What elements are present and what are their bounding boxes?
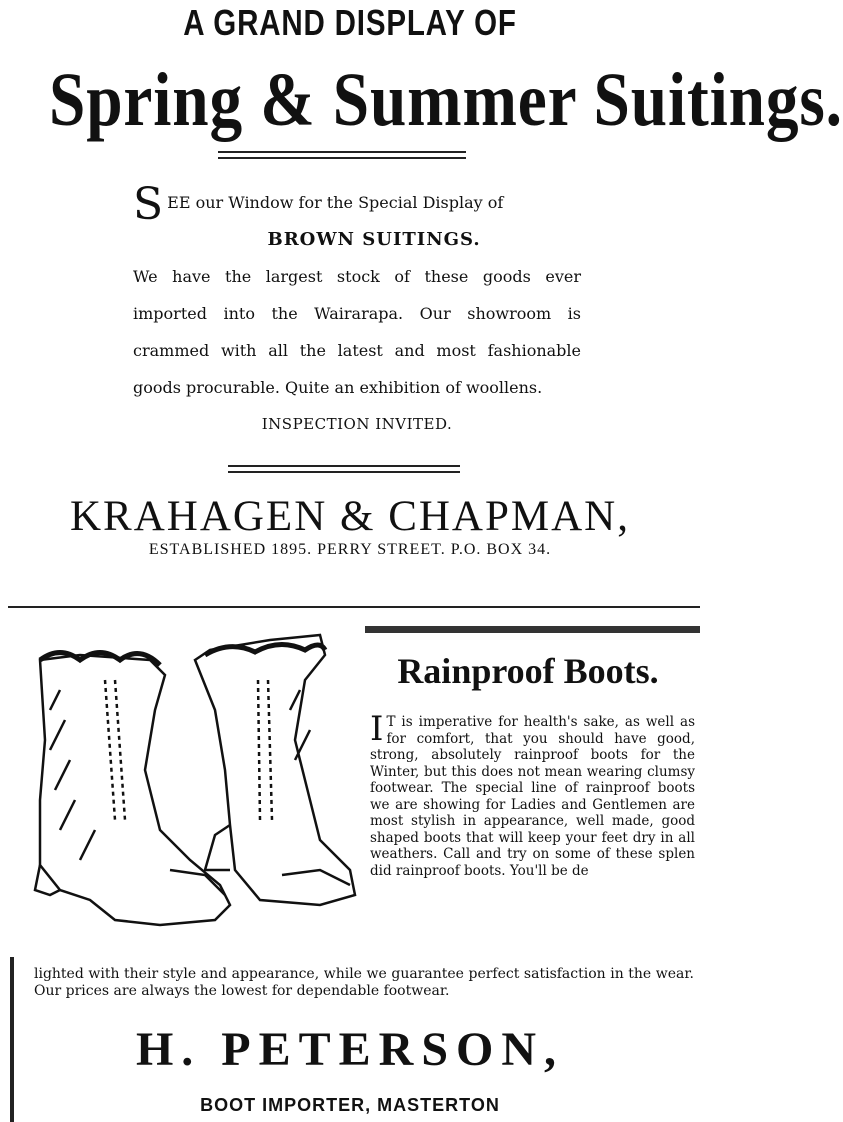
boots-body-full-width: lighted with their style and appearance, while we guarantee perfect satisfaction in the wear. Our prices are always the lowest for dependable footwear. [34, 966, 694, 999]
boots-title: Rainproof Boots. [397, 651, 659, 691]
title-bar-decoration [365, 626, 700, 633]
subhead-brown-suitings: BROWN SUITINGS. [267, 229, 481, 250]
ad-headline: Spring & Summer Suitings. [49, 58, 843, 142]
double-rule-top-b [218, 157, 466, 159]
double-rule-top-a [218, 151, 466, 153]
body-paragraph: We have the largest stock of these goods ever imported into the Wairarapa. Our showroom is crammed with all the latest and most fashionable goods procurable. Quite an exhibition of woollens. [133, 267, 581, 397]
double-rule-mid-b [228, 471, 460, 473]
ad-divider [8, 606, 700, 608]
double-rule-mid-a [228, 465, 460, 467]
ad-kicker: A GRAND DISPLAY OF [183, 2, 517, 43]
boots-illustration [20, 620, 360, 950]
boots-body-column [370, 709, 695, 879]
firm-name: KRAHAGEN & CHAPMAN, [69, 493, 630, 540]
body-intro-line: EE our Window for the Special Display of [167, 193, 504, 212]
front-boot-outline [40, 655, 230, 925]
dealer-trade: BOOT IMPORTER, MASTERTON [200, 1095, 500, 1115]
inspection-invited: INSPECTION INVITED. [261, 415, 453, 433]
suitings-body [133, 179, 581, 443]
back-boot-outline [195, 635, 355, 905]
drop-cap-i: I [370, 709, 384, 749]
boots-body-right-text: T is imperative for health's sake, as well as for comfort, that you should have good, strong, absolutely rainproof boots for the Winter, but this does not mean wearing clumsy footwear. The special line of rainproof boots we are showing for Ladies and Gentlemen are most stylish in appearance, well made, good shaped boots that will keep your feet dry in all weathers. Call and try on some of these splen did rainproof boots. You'll be de [370, 714, 695, 879]
drop-cap-s: S [133, 179, 164, 230]
dealer-name: H. PETERSON, [135, 1023, 565, 1076]
firm-address: ESTABLISHED 1895. PERRY STREET. P.O. BOX 34. [148, 541, 552, 558]
